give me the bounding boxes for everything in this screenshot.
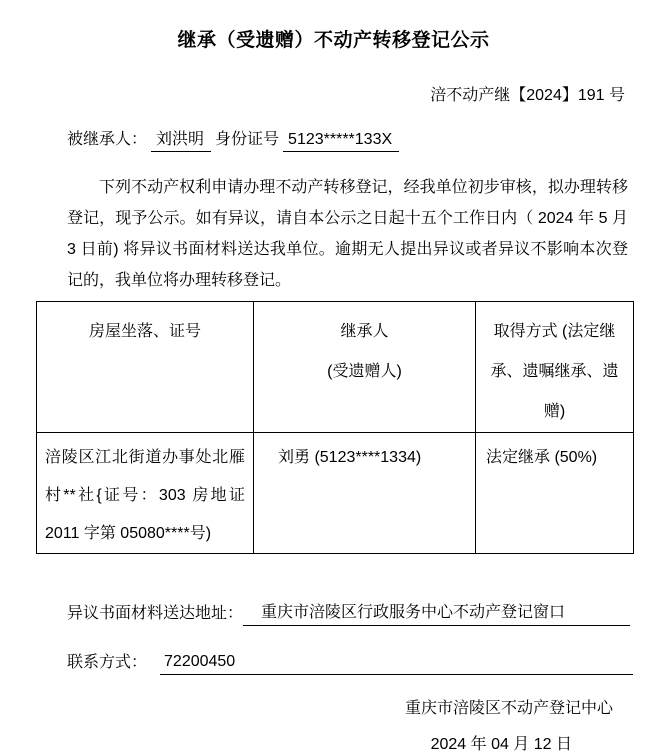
cell-acquisition-method: 法定继承 (50%) xyxy=(476,433,634,554)
objection-address-label: 异议书面材料送达地址： xyxy=(67,605,244,622)
cell-heir: 刘勇 (5123****1334) xyxy=(254,433,476,554)
table-row xyxy=(37,433,634,554)
header-acquisition-method: 取得方式 (法定继承、遗嘱继承、遗赠) xyxy=(476,302,634,433)
document-number: 涪不动产继【2024】191 号 xyxy=(430,87,625,104)
issuing-organization: 重庆市涪陵区不动产登记中心 xyxy=(404,700,613,717)
header-heir-line1: 继承人 xyxy=(340,323,389,340)
objection-address-line xyxy=(67,599,667,626)
contact-line xyxy=(67,649,667,675)
notice-paragraph: 下列不动产权利申请办理不动产转移登记，经我单位初步审核，拟办理转移登记，现予公示。如有异议，请自本公示之日起十五个工作日内（ 2024 年 5 月 3 日前) 将异议书面材料送达我单位。逾期无人提出异议或者异议不影响本次登记的，我单位将办理转移登记。 xyxy=(67,179,628,289)
contact-label: 联系方式： xyxy=(67,654,148,671)
deceased-name: 刘洪明 xyxy=(151,126,211,152)
contact-value: 72200450 xyxy=(160,653,633,675)
page-title: 继承（受遗赠）不动产转移登记公示 xyxy=(177,30,490,51)
header-heir-line2: (受遗赠人) xyxy=(327,363,402,380)
table-header-row xyxy=(37,302,634,433)
id-number: 5123*****133X xyxy=(283,131,399,152)
header-property-location: 房屋坐落、证号 xyxy=(37,302,254,433)
deceased-person-line xyxy=(67,126,667,152)
issue-date: 2024 年 04 月 12 日 xyxy=(430,736,572,753)
deceased-label: 被继承人： xyxy=(67,131,148,148)
header-heir xyxy=(254,302,476,433)
objection-address-value: 重庆市涪陵区行政服务中心不动产登记窗口 xyxy=(243,599,630,626)
id-label: 身份证号 xyxy=(215,131,280,148)
cell-property-location: 涪陵区江北街道办事处北雁村**社{证号：303 房地证 2011 字第 05080****号) xyxy=(37,433,254,554)
property-table xyxy=(36,301,634,554)
